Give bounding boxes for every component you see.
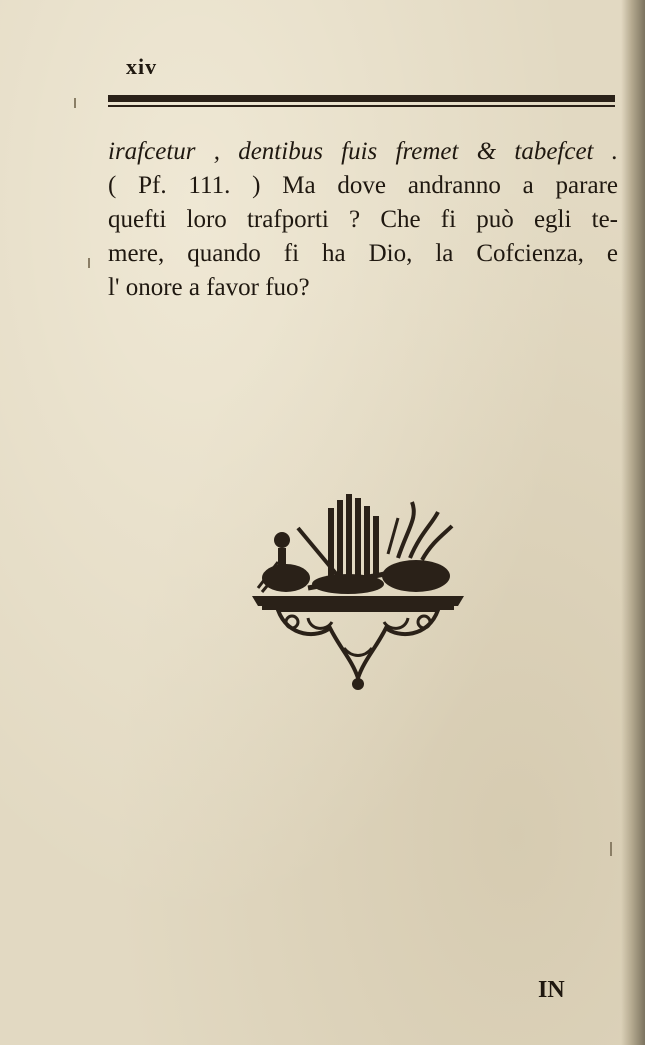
text-segment: &	[476, 138, 497, 165]
margin-mark-left-lower	[88, 258, 90, 268]
body-text	[108, 135, 618, 305]
text-line	[108, 135, 618, 169]
page-number: xiv	[126, 54, 158, 79]
text-line	[108, 237, 618, 271]
header-rule-thick	[108, 95, 615, 102]
header-rule-thin	[108, 105, 615, 107]
text-segment: irafcetur , dentibus fuis fremet	[108, 138, 477, 165]
text-line	[108, 203, 618, 237]
printers-ornament-icon	[248, 488, 468, 693]
text-segment: l' onore a favor fuo?	[108, 274, 310, 301]
text-line	[108, 169, 618, 203]
margin-mark-right	[610, 842, 612, 856]
text-segment: quefti loro trafporti ? Che fi può egli te-	[108, 206, 618, 233]
text-line	[108, 271, 618, 305]
text-segment: ( Pf. 111. ) Ma dove andranno a parare	[108, 172, 618, 199]
margin-mark-left	[74, 98, 76, 108]
text-segment: tabefcet .	[496, 138, 618, 165]
text-segment: mere, quando fi ha Dio, la Cofcienza, e	[108, 240, 618, 267]
catchword: IN	[538, 977, 565, 1003]
binding-edge	[621, 0, 645, 1045]
